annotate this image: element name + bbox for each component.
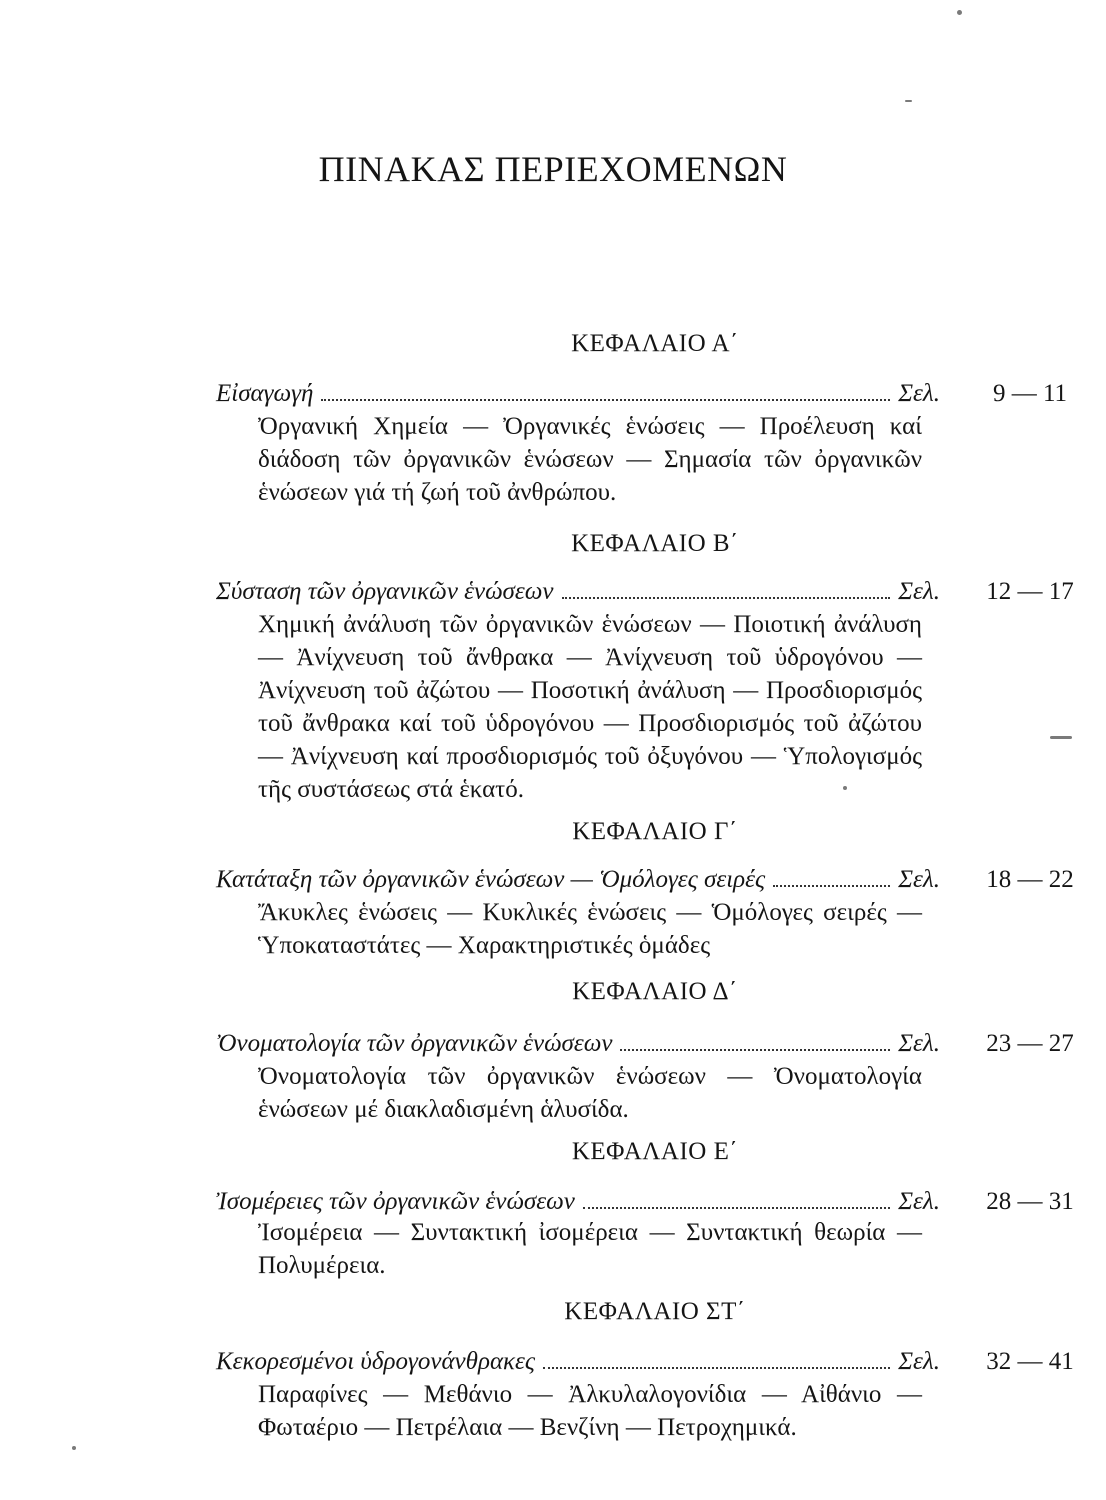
toc-entry[interactable] <box>216 578 940 606</box>
entry-title: Ὀνοματολογία τῶν ὀργανικῶν ἑνώσεων <box>216 1030 613 1057</box>
page-title: ΠΙΝΑΚΑΣ ΠΕΡΙΕΧΟΜΕΝΩΝ <box>318 149 788 189</box>
page-label: Σελ. <box>898 866 940 893</box>
entry-title: Εἰσαγωγή <box>216 380 314 407</box>
page-range: 12 — 17 <box>986 578 1074 605</box>
dot-leader <box>620 1049 890 1051</box>
page-range: 18 — 22 <box>986 866 1074 893</box>
chapter-heading: ΚΕΦΑΛΑΙΟ ΣΤ΄ <box>564 1298 746 1325</box>
entry-description: Παραφίνες — Μεθάνιο — Ἀλκυλαλογονίδια — Αἰθάνιο — Φωταέριο — Πετρέλαια — Βενζίνη — Πετροχημικά. <box>258 1381 922 1441</box>
dot-leader <box>543 1367 890 1369</box>
page-label: Σελ. <box>898 578 940 605</box>
chapter-heading: ΚΕΦΑΛΑΙΟ Γ΄ <box>572 818 738 845</box>
toc-entry[interactable] <box>216 866 940 894</box>
page-range: 32 — 41 <box>986 1348 1074 1375</box>
dot-leader <box>773 885 890 887</box>
page-label: Σελ. <box>898 1030 940 1057</box>
entry-title: Κεκορεσμένοι ὑδρογονάνθρακες <box>216 1348 536 1375</box>
scan-speck <box>905 100 912 102</box>
entry-description: Χημική ἀνάλυση τῶν ὀργανικῶν ἑνώσεων — Ποιοτική ἀνάλυση — Ἀνίχνευση τοῦ ἄνθρακα — Ἀνίχνευση τοῦ ὑδρογόνου — Ἀνίχνευση τοῦ ἀζώτου — Ποσοτική ἀνάλυση — Προσδιορισμός τοῦ ἄνθρακα καί τοῦ ὑδρογόνου — Προσδιορισμός τοῦ ἀζώτου — Ἀνίχνευση καί προσδιορισμός τοῦ ὀξυγόνου — Ὑπολογισμός τῆς συστάσεως στά ἑκατό. <box>258 611 922 803</box>
dot-leader <box>583 1207 890 1209</box>
page-label: Σελ. <box>898 1348 940 1375</box>
page-range: 28 — 31 <box>986 1188 1074 1215</box>
toc-entry[interactable] <box>216 1188 940 1216</box>
chapter-heading: ΚΕΦΑΛΑΙΟ Α΄ <box>571 330 739 357</box>
page-range: 23 — 27 <box>986 1030 1074 1057</box>
entry-title: Ἰσομέρειες τῶν ὀργανικῶν ἑνώσεων <box>216 1188 575 1215</box>
chapter-heading: ΚΕΦΑΛΑΙΟ Δ΄ <box>572 978 738 1005</box>
scan-speck <box>72 1446 76 1450</box>
page-label: Σελ. <box>898 380 940 407</box>
dot-leader <box>562 597 891 599</box>
dot-leader <box>321 399 890 401</box>
scan-speck <box>1050 736 1072 739</box>
chapter-heading: ΚΕΦΑΛΑΙΟ Ε΄ <box>571 1138 739 1165</box>
chapter-heading: ΚΕΦΑΛΑΙΟ Β΄ <box>571 530 739 557</box>
entry-title: Σύσταση τῶν ὀργανικῶν ἑνώσεων <box>216 578 554 605</box>
toc-entry[interactable] <box>216 380 940 408</box>
scan-speck <box>843 786 847 790</box>
entry-description: Ἰσομέρεια — Συντακτική ἰσομέρεια — Συντακτική θεωρία — Πολυμέρεια. <box>258 1219 922 1279</box>
page-label: Σελ. <box>898 1188 940 1215</box>
entry-description: Ὀνοματολογία τῶν ὀργανικῶν ἑνώσεων — Ὀνοματολογία ἑνώσεων μέ διακλαδισμένη ἁλυσίδα. <box>258 1063 922 1123</box>
entry-title: Κατάταξη τῶν ὀργανικῶν ἑνώσεων — Ὁμόλογες σειρές <box>216 866 766 893</box>
entry-description: Ἄκυκλες ἑνώσεις — Κυκλικές ἑνώσεις — Ὁμόλογες σειρές — Ὑποκαταστάτες — Χαρακτηριστικές ὁμάδες <box>258 899 922 959</box>
toc-entry[interactable] <box>216 1348 940 1376</box>
page-range: 9 — 11 <box>992 380 1068 407</box>
scan-speck <box>957 10 962 15</box>
entry-description: Ὀργανική Χημεία — Ὀργανικές ἑνώσεις — Προέλευση καί διάδοση τῶν ὀργανικῶν ἑνώσεων — Σημασία τῶν ὀργανικῶν ἑνώσεων γιά τή ζωή τοῦ ἀνθρώπου. <box>258 413 922 506</box>
toc-entry[interactable] <box>216 1030 940 1058</box>
